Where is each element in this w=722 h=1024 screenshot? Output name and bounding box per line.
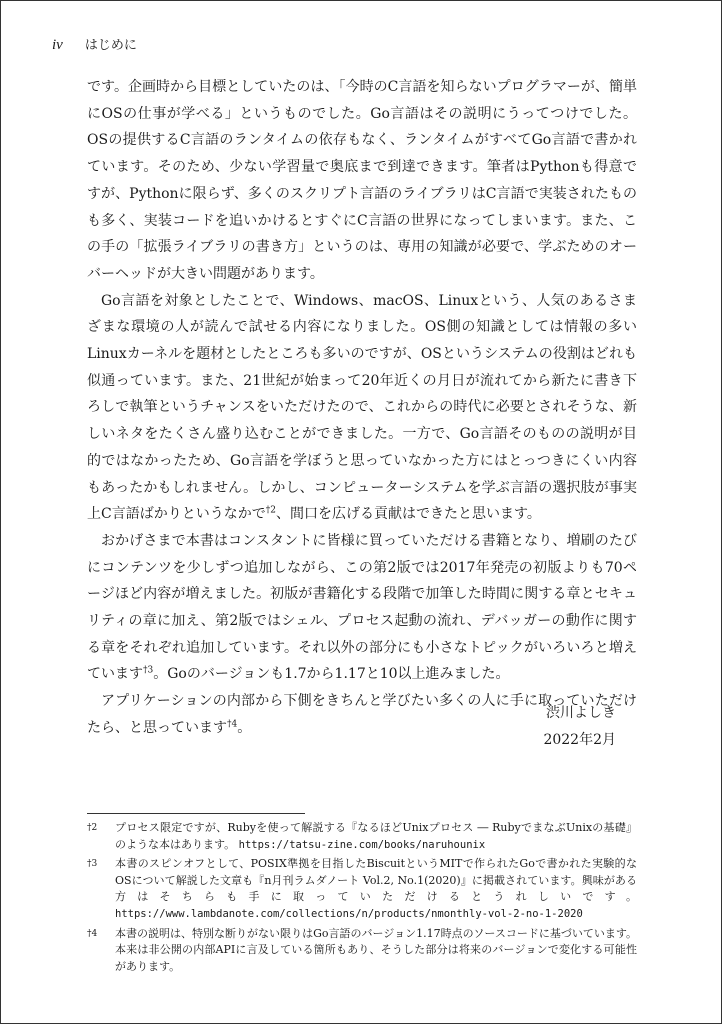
footnote-3: [87, 856, 637, 922]
footnote-body: プロセス限定ですが、Rubyを使って解説する『なるほどUnixプロセス ― RubyでまなぶUnixの基礎』のような本はあります。: [115, 821, 637, 851]
footnote-mark: †2: [87, 823, 98, 833]
footnotes: [87, 820, 637, 978]
body-text: [87, 74, 637, 742]
footnote-body: 本書の説明は、特別な断りがない限りはGo言語のバージョン1.17時点のソースコードに基づいています。本来は非公開の内部APIに言及している箇所もあり、そうした部分は将来のバージョンで変化する可能性があります。: [115, 926, 637, 973]
signature-date: 2022年2月: [543, 732, 616, 748]
paragraph-3: [87, 528, 637, 688]
paragraph-4-tail: 。: [237, 719, 252, 736]
running-title: はじめに: [84, 38, 137, 53]
signature-block: [543, 700, 616, 754]
page-folio: iv: [52, 37, 63, 53]
footnote-mark: †4: [87, 928, 98, 939]
paragraph-2-tail: 、間口を広げる貢献はできたと思います。: [275, 506, 541, 523]
footnote-body: 本書のスピンオフとして、POSIX準拠を目指したBiscuitというMITで作られたGoで書かれた実験的なOSについて解説した文章も『n月刊ラムダノート Vol.2, No.1(2020)』に掲載されています。興味がある方はそちらも手に取っていただけるとうれしいです。: [115, 857, 637, 904]
page-header: [52, 34, 137, 54]
footnote-text: [115, 926, 637, 976]
footnote-ref-3[interactable]: †3: [143, 665, 154, 676]
author-name: 渋川よしき: [546, 705, 616, 721]
footnote-text: [115, 856, 637, 922]
footnote-divider: [87, 813, 305, 814]
footnote-4: [87, 926, 637, 976]
footnote-url[interactable]: https://tatsu-zine.com/books/naruhounix: [238, 838, 486, 851]
paragraph-3-text: おかげさまで本書はコンスタントに皆様に買っていただける書籍となり、増刷のたびにコンテンツを少しずつ追加しながら、この第2版では2017年発売の初版よりも70ページほど内容が増えました。初版が書籍化する段階で加筆した時間に関する章とセキュリティの章に加え、第2版ではシェル、プロセス起動の流れ、デバッガーの動作に関する章をそれぞれ追加しています。それ以外の部分にも小さなトピックがいろいろと増えています: [87, 532, 637, 683]
paragraph-1: です。企画時から目標としていたのは、「今時のC言語を知らないプログラマーが、簡単にOSの仕事が学べる」というものでした。Go言語はその説明にうってつけでした。OSの提供するC言語のランタイムの依存もなく、ランタイムがすべてGo言語で書かれています。そのため、少ない学習量で奥底まで到達できます。筆者はPythonも得意ですが、Pythonに限らず、多くのスクリプト言語のライブラリはC言語で実装されたものも多く、実装コードを追いかけるとすぐにC言語の世界になってしまいます。また、この手の「拡張ライブラリの書き方」というのは、専用の知識が必要で、学ぶためのオーバーヘッドが大きい問題があります。: [87, 79, 637, 282]
footnote-ref-4[interactable]: †4: [227, 719, 238, 730]
footnote-text: [115, 820, 637, 853]
footnote-ref-2[interactable]: †2: [265, 505, 276, 516]
footnote-mark: †3: [87, 859, 98, 870]
paragraph-4-text: アプリケーションの内部から下側をきちんと学びたい多くの人に手に取っていただけたら、と思っています: [87, 693, 637, 736]
paragraph-2: [87, 288, 637, 528]
paragraph-2-text: Go言語を対象としたことで、Windows、macOS、Linuxという、人気のあるさまざまな環境の人が読んで試せる内容になりました。OS側の知識としては情報の多いLinuxカーネルを題材としたところも多いのですが、OSというシステムの役割はどれも似通っています。また、21世紀が始まって20年近くの月日が流れてから新たに書き下ろしで執筆というチャンスをいただけたので、これからの時代に必要とされそうな、新しいネタをたくさん盛り込むことができました。一方で、Go言語そのものの説明が目的ではなかったため、Go言語を学ぼうと思っていなかった方にはとっつきにくい内容もあったかもしれません。しかし、コンピューターシステムを学ぶ言語の選択肢が事実上C言語ばかりというなかで: [87, 292, 637, 523]
footnote-url[interactable]: https://www.lambdanote.com/collections/n/products/nmonthly-vol-2-no-1-2020: [115, 907, 583, 920]
footnote-2: [87, 820, 637, 853]
paragraph-3-tail: 。Goのバージョンも1.7から1.17と10以上進みました。: [153, 666, 510, 683]
